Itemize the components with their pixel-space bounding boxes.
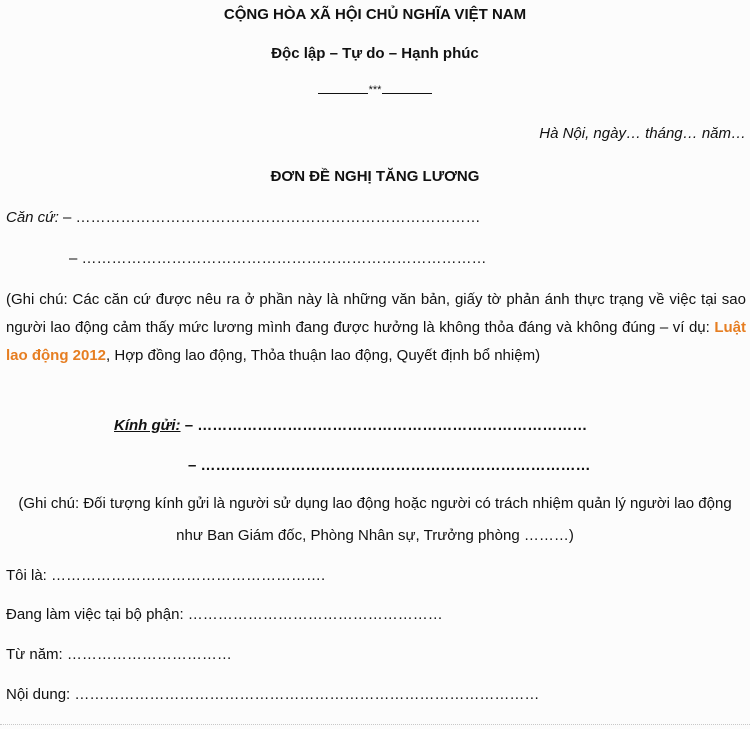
note-recipient: (Ghi chú: Đối tượng kính gửi là người sử dụng lao động hoặc người có trách nhiệm quản lý người lao động như Ban Giám đốc, Phòng Nhân sự, Trưởng phòng ………) bbox=[18, 495, 732, 544]
labor-law-link[interactable]: Luật lao động 2012 bbox=[6, 319, 746, 364]
basis-dots-1: – ……………………………………………………………………… bbox=[58, 209, 481, 226]
place-date: Hà Nội, ngày… tháng… năm… bbox=[539, 125, 746, 142]
note-basis-text-before: (Ghi chú: Các căn cứ được nêu ra ở phần này là những văn bản, giấy tờ phản ánh thực trạng về việc tại sao người lao động cảm thấy mức lương mình đang được hưởng là không thỏa đáng và không đúng – ví dụ: bbox=[6, 291, 746, 336]
basis-line-2: – ……………………………………………………………………… bbox=[69, 250, 487, 267]
field-department: Đang làm việc tại bộ phận: …………………………………………… bbox=[6, 606, 443, 623]
field-content: Nội dung: ………………………………………………………………………………… bbox=[6, 686, 540, 703]
separator-stars: *** bbox=[368, 84, 382, 96]
field-name: Tôi là: ………………………………………………. bbox=[6, 567, 326, 584]
motto: Độc lập – Tự do – Hạnh phúc bbox=[271, 45, 479, 62]
header-separator bbox=[0, 84, 750, 101]
note-basis-text-after: , Hợp đồng lao động, Thỏa thuận lao động, Quyết định bổ nhiệm) bbox=[106, 347, 541, 364]
note-basis bbox=[6, 286, 746, 370]
recipient-line-1 bbox=[114, 417, 587, 434]
document-title: ĐƠN ĐỀ NGHỊ TĂNG LƯƠNG bbox=[270, 168, 480, 185]
recipient-line-2: – …………………………………………………………………… bbox=[188, 457, 591, 474]
page-bottom-border bbox=[0, 724, 750, 725]
field-from-year: Từ năm: …………………………… bbox=[6, 646, 232, 663]
separator-line-left bbox=[318, 93, 368, 94]
basis-label: Căn cứ: bbox=[6, 209, 59, 226]
recipient-label: Kính gửi: bbox=[114, 417, 181, 434]
recipient-dots-1: – …………………………………………………………………… bbox=[180, 417, 588, 434]
basis-line-1 bbox=[6, 209, 481, 226]
separator-line-right bbox=[382, 93, 432, 94]
national-name: CỘNG HÒA XÃ HỘI CHỦ NGHĨA VIỆT NAM bbox=[223, 6, 527, 23]
